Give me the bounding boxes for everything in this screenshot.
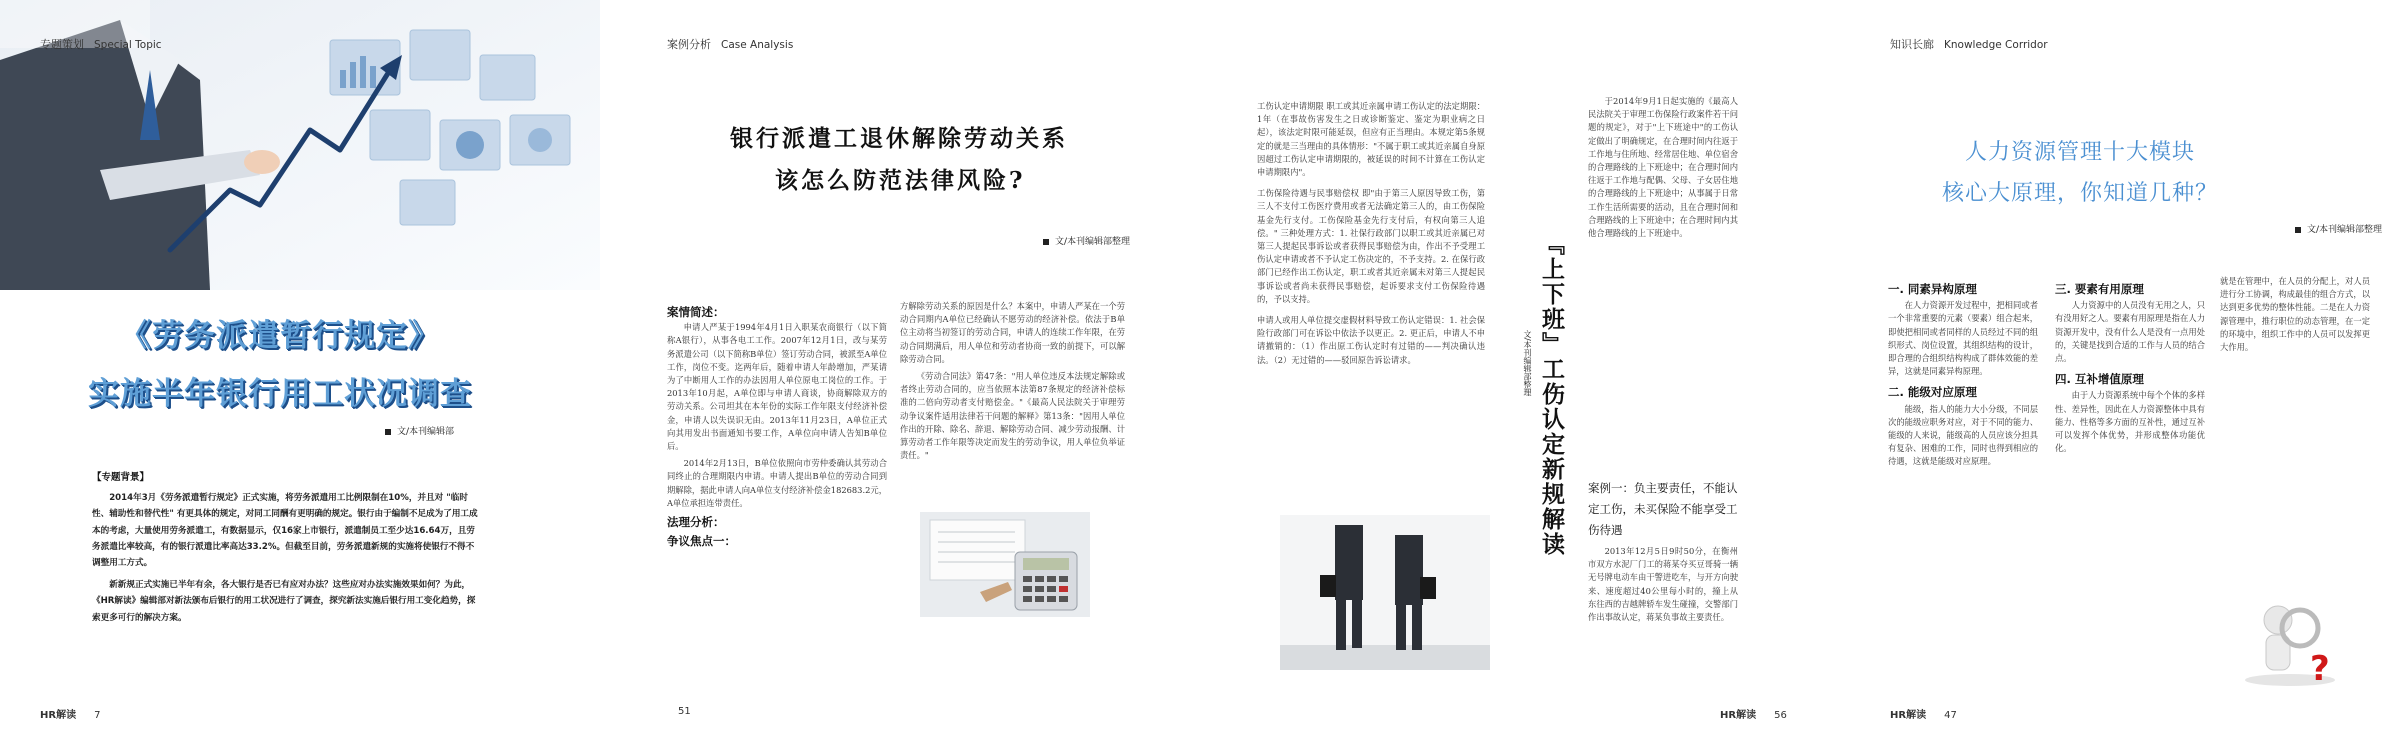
- footer: [1890, 706, 1957, 721]
- col1-top: 工伤认定申请期限 职工或其近亲属申请工伤认定的法定期限：1年（在事故伤害发生之日或诊断鉴定、鉴定为职业病之日起），该法定时限可能延误，但应有正当理由。本规定第5条规定的就是三当理由的具体情形："不属于职工或其近亲属自身原因超过工伤认定申请期限的，被延误的时间不计算在工伤认定申请期限内"。: [1257, 101, 1485, 178]
- article-title-line2: 实施半年银行用工状况调查: [88, 376, 472, 412]
- case-one-title: 案例一：负主要责任，不能认定工伤，未买保险不能享受工伤待遇: [1588, 481, 1738, 537]
- article-title-line1: 银行派遣工退休解除劳动关系: [730, 125, 1068, 152]
- calculator-photo: [920, 512, 1090, 617]
- text-5: 就是在管理中，在人员的分配上，对人员进行分工协调，构成最佳的组合方式，以达到更多优势的整体性能。二是在人力资源管理中，推行职位的动态管理，在一定的环境中，组织工作中的人员可以发挥更大作用。: [2220, 276, 2370, 353]
- footer-magazine: HR解读: [40, 710, 77, 721]
- column-2: [900, 300, 1125, 462]
- col2-bottom: 2013年12月5日9时50分，在衡州市双方水泥厂门工的蒋某夺买豆哥骑一辆无号牌电动车由干警进吃车，与开方向驶来、速度超过40公里每小时的，撞上从东往西的吉越牌轿车发生碰撞，交警部门作出事故认定，蒋某负事故主要责任。: [1588, 546, 1738, 623]
- vertical-byline: 文/本刊编辑部整理: [1523, 330, 1532, 397]
- col2-text-2: 《劳动合同法》第47条："用人单位违反本法规定解除或者终止劳动合同的，应当依照本法第87条规定的经济补偿标准的二倍向劳动者支付赔偿金。"《最高人民法院关于审理劳动争议案件适用法律若干问题的解释》第13条："因用人单位作出的开除、除名、辞退、解除劳动合同、减少劳动报酬、计算劳动者工作年限等决定而发生的劳动争议，用人单位负举证责任。": [900, 371, 1125, 461]
- vertical-article-title: 『上下班』工伤认定新规解读: [1538, 232, 1565, 557]
- footer-page: 7: [94, 710, 101, 721]
- page-knowledge-corridor: [1800, 0, 2400, 750]
- column-1: [667, 300, 887, 550]
- section-en: Knowledge Corridor: [1944, 39, 2048, 51]
- section-en: Special Topic: [94, 39, 162, 51]
- knowledge-title-line1: 人力资源管理十大模块: [1964, 140, 2195, 165]
- column-2: [1588, 95, 1738, 240]
- background-label: 【专题背景】: [92, 472, 150, 483]
- footer: [1720, 706, 1787, 721]
- law-heading: 法理分析：: [667, 515, 725, 530]
- case-heading: 案情简述：: [667, 305, 725, 319]
- page-case-analysis: [600, 0, 1200, 750]
- footer-magazine: HR解读: [1720, 710, 1757, 721]
- footer: [40, 706, 100, 721]
- case-text-2: 2014年2月13日，B单位依照向市劳仲委确认其劳动合同终止的合理期限内申请。申请人提出B单位的劳动合同到期解除，据此申请人向A单位支付经济补偿金182683.2元，A单位承担连带责任。: [667, 458, 887, 508]
- column-1: [1888, 275, 2038, 469]
- page-special-topic: [0, 0, 600, 750]
- footer-magazine: HR解读: [1890, 710, 1927, 721]
- footer-left-spread: [660, 706, 691, 717]
- column-1: [1257, 100, 1485, 367]
- heading-3: 三. 要素有用原理: [2055, 282, 2144, 296]
- heading-4: 四. 互补增值原理: [2055, 372, 2144, 387]
- businessmen-walking-photo: [1280, 515, 1490, 670]
- footer-page: 56: [1774, 710, 1787, 721]
- case-text: 申请人严某于1994年4月1日入职某农商银行（以下简称A银行），从事各电工工作。2007年12月1日，改与某劳务派遣公司（以下简称B单位）签订劳动合同，被派至A单位工作，岗位不变。迄两年后，随着申请人年龄增加，严某请为了中断用人工作的办法因用人单位原电工岗位的工作。于2013年10月起，A单位即与申请人商谈，协商解除双方的劳动关系。公司坦其在本年份的实际工作年限支付经济补偿金，申请人以失误识无由。2013年11月23日，A单位正式向其用发出书面通知书要工作，A单位向申请人告知B单位后。: [667, 322, 887, 452]
- section-header: [667, 36, 793, 52]
- question-figure-illustration: [2230, 580, 2350, 690]
- byline: 文/本刊编辑部: [385, 424, 454, 437]
- dispute-heading: 争议焦点一：: [667, 534, 736, 549]
- text-3: 人力资源中的人员没有无用之人，只有没用好之人。要素有用原理是指在人力资源开发中，没有什么人是没有一点用处的，关键是找到合适的工作与人员的结合点。: [2055, 300, 2205, 364]
- text-1: 在人力资源开发过程中，把相同或者一个非常重要的元素（要素）组合起来，即使把相同或者同样的人员经过不同的组织形式、岗位设置，其组织结构的设计，即合理的合组织结构构成了群体效能的差异，这就是同素异构原理。: [1888, 300, 2038, 377]
- article-title-line1: 《劳务派遣暂行规定》: [120, 318, 440, 354]
- byline: 文/本刊编辑部整理: [1043, 234, 1130, 247]
- byline: 文/本刊编辑部整理: [2295, 222, 2382, 235]
- knowledge-title-line2: 核心大原理，你知道几种？: [1941, 181, 2218, 206]
- background-paragraph-2: 新新规正式实施已半年有余，各大银行是否已有应对办法？这些应对办法实施效果如何？为此，《HR解读》编辑部对新法颁布后银行的用工状况进行了调查，探究新法实施后银行用工变化趋势，探索更多可行的解决方案。: [92, 580, 476, 623]
- column-2: [2055, 275, 2205, 455]
- heading-2: 二. 能级对应原理: [1888, 385, 1977, 400]
- col1-mid: 工伤保险待遇与民事赔偿权 即"由于第三人原因导致工伤，第三人不支付工伤医疗费用或者无法确定第三人的，由工伤保险基金先行支付。工伤保险基金先行支付后，有权向第三人追偿。" 三种处理方式：1. 社保行政部门以职工或其近亲属已对第三人提起民事诉讼或者获得民事赔偿为由，作出不予受理工伤认定申请或者不予认定工伤决定的，不予支持。2. 在保行政部门已经作出工伤认定，职工或者其近亲属未对第三人提起民事诉讼或者尚未获得民事赔偿，起诉要求支付工伤保险待遇的，予以支持。: [1257, 188, 1485, 304]
- question-mark-icon: ?: [2310, 649, 2330, 689]
- column-3: [2220, 275, 2370, 354]
- section-cn: 专题策划: [40, 38, 84, 51]
- section-header: [1890, 36, 2048, 52]
- section-cn: 知识长廊: [1890, 38, 1934, 51]
- col2-text: 方解除劳动关系的原因是什么？本案中，申请人严某在一个劳动合同期内A单位已经确认不愿劳动的经济补偿。依法于B单位主动将当初签订的劳动合同，申请人的连续工作年限，在劳动合同期满后，用人单位和劳动者协商一致的前提下，可以解除劳动合同。: [900, 301, 1125, 364]
- heading-1: 一. 同素异构原理: [1888, 282, 1977, 296]
- section-header: [40, 36, 162, 52]
- column-2-bottom: [1588, 545, 1738, 624]
- section-en: Case Analysis: [721, 39, 794, 51]
- text-2: 能级，指人的能力大小分级，不同层次的能级应职务对应，对于不同的能力、能级的人来说，能级高的人员应该分担具有复杂、困难的工作，同时也得到相应的待遇，这就是能级对应原理。: [1888, 403, 2038, 467]
- col2-top: 于2014年9月1日起实施的《最高人民法院关于审理工伤保险行政案件若干问题的规定》，对于"上下班途中"的工伤认定做出了明确规定，在合理时间内往返于工作地与住所地、经常居住地、单位宿舍的合理路线的上下班途中；在合理时间内往返于工作地与配偶、父母、子女居住地的合理路线的上下班途中；从事属于日常工作生活所需要的活动，且在合理时间和合理路线的上下班途中；在合理时间内其他合理路线的上下班途中。: [1588, 96, 1738, 239]
- background-paragraph-1: 2014年3月《劳务派遣暂行规定》正式实施，将劳务派遣用工比例限制在10%，并且对 "临时性、辅助性和替代性" 有更具体的规定，对同工同酬有更明确的规定。银行由于编制不足成为了用工成本的考虑，大量使用劳务派遣工，有数据显示，仅16家上市银行，派遣制员工至少达16.64万，且劳务派遣比率较高，有的银行派遣比率高达33.2%。但截至目前，劳务派遣新规的实施将使银行不得不调整用工方式。: [92, 493, 478, 569]
- footer-page: 47: [1944, 710, 1957, 721]
- article-title-line2: 该怎么防范法律风险?: [775, 167, 1026, 194]
- footer-page-p2: 51: [678, 706, 691, 717]
- topic-background: [92, 470, 482, 626]
- col1-end: 申请人或用人单位提交虚假材料导致工伤认定错误：1. 社会保险行政部门可在诉讼中依法予以更正。2. 更正后，申请人不申请撤销的：（1）作出原工伤认定时有过错的——判决确认违法。（2）无过错的——驳回原告诉讼请求。: [1257, 315, 1485, 365]
- text-4: 由于人力资源系统中每个个体的多样性、差异性，因此在人力资源整体中具有能力、性格等多方面的互补性，通过互补可以发挥个体优势，并形成整体功能优化。: [2055, 390, 2205, 454]
- section-cn: 案例分析: [667, 38, 711, 51]
